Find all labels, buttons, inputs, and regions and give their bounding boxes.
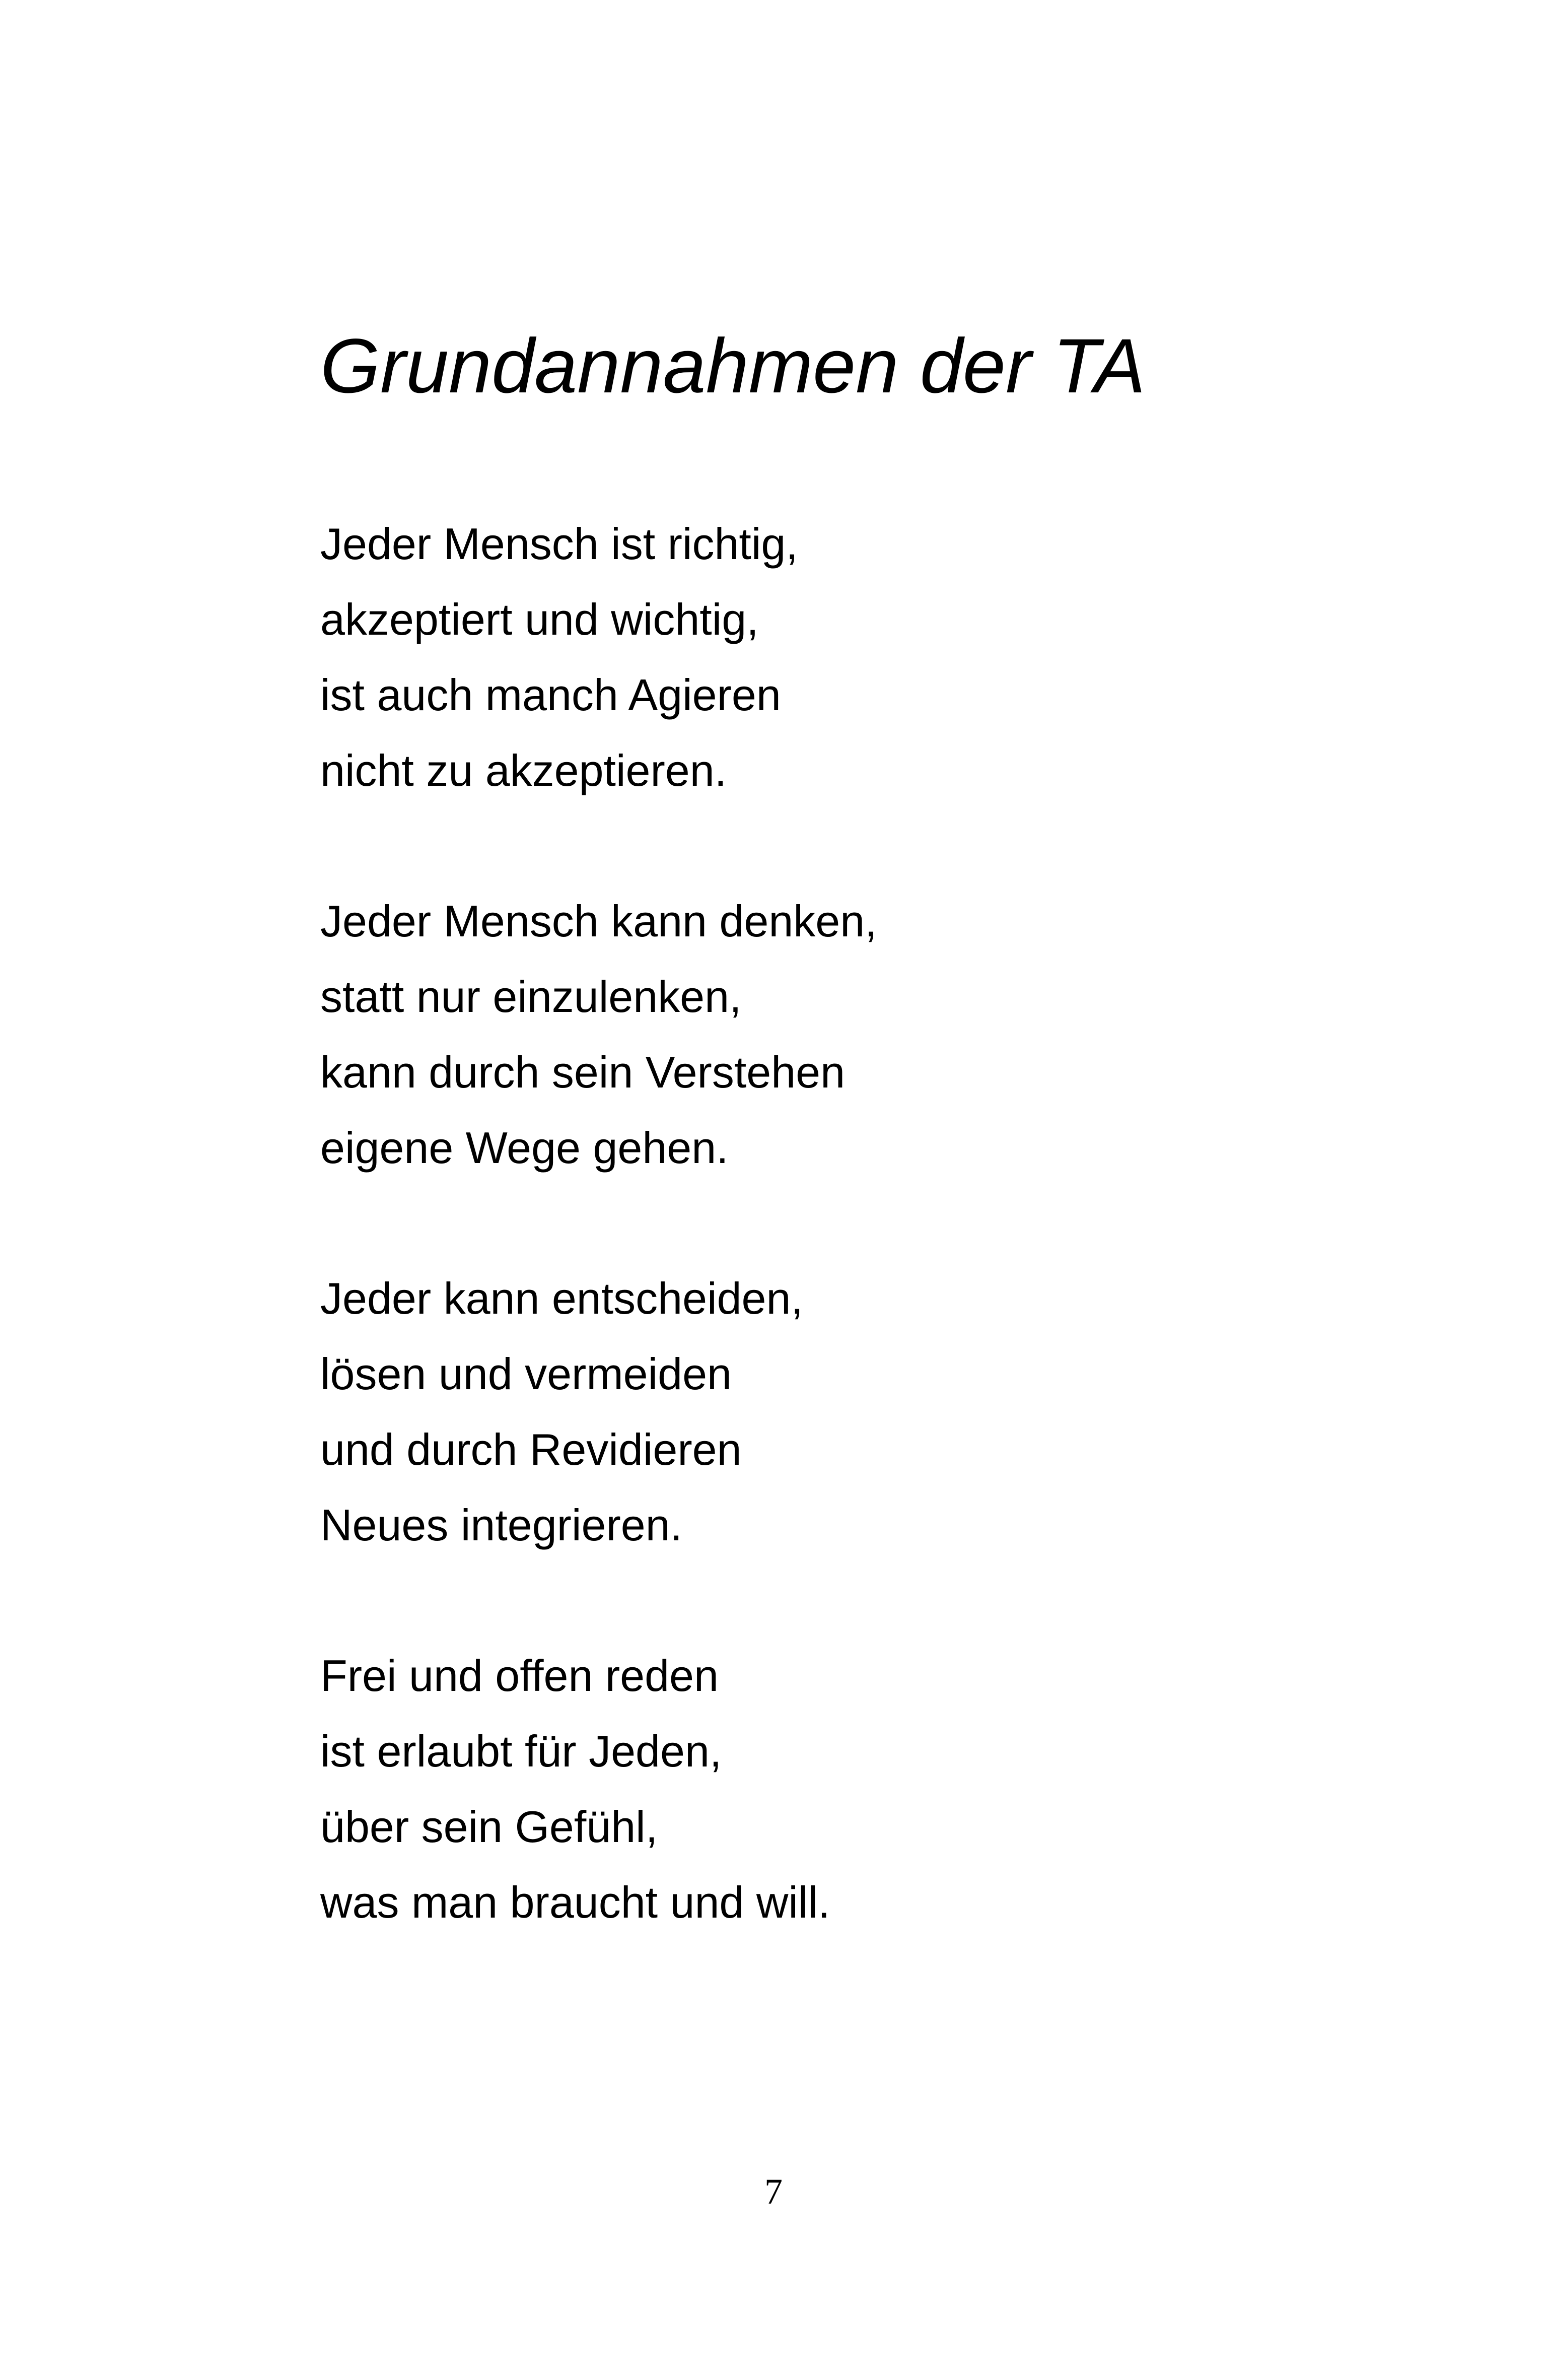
verse-line: Neues integrieren.: [320, 1500, 683, 1550]
verse-line: ist erlaubt für Jeden,: [320, 1726, 722, 1776]
verse-line: Frei und offen reden: [320, 1651, 719, 1701]
stanza-4: [320, 1648, 1428, 1950]
verse-line: Jeder Mensch ist richtig,: [320, 519, 798, 569]
poem: [320, 516, 1428, 2025]
verse-line: eigene Wege gehen.: [320, 1123, 729, 1173]
verse-line: Jeder kann entscheiden,: [320, 1273, 803, 1323]
stanza-2: [320, 894, 1428, 1196]
verse-line: akzeptiert und wichtig,: [320, 594, 759, 644]
verse-line: Jeder Mensch kann denken,: [320, 896, 877, 946]
verse-line: nicht zu akzeptieren.: [320, 745, 727, 795]
verse-line: statt nur einzulenken,: [320, 972, 742, 1022]
verse-line: kann durch sein Verstehen: [320, 1047, 846, 1097]
verse-line: über sein Gefühl,: [320, 1802, 658, 1852]
page-number: 7: [764, 2171, 783, 2212]
verse-line: was man braucht und will.: [320, 1877, 830, 1927]
stanza-3: [320, 1271, 1428, 1573]
page-title: Grundannahmen der TA: [320, 323, 1146, 409]
stanza-1: [320, 516, 1428, 819]
verse-line: lösen und vermeiden: [320, 1349, 732, 1399]
verse-line: und durch Revidieren: [320, 1424, 742, 1474]
verse-line: ist auch manch Agieren: [320, 670, 781, 720]
